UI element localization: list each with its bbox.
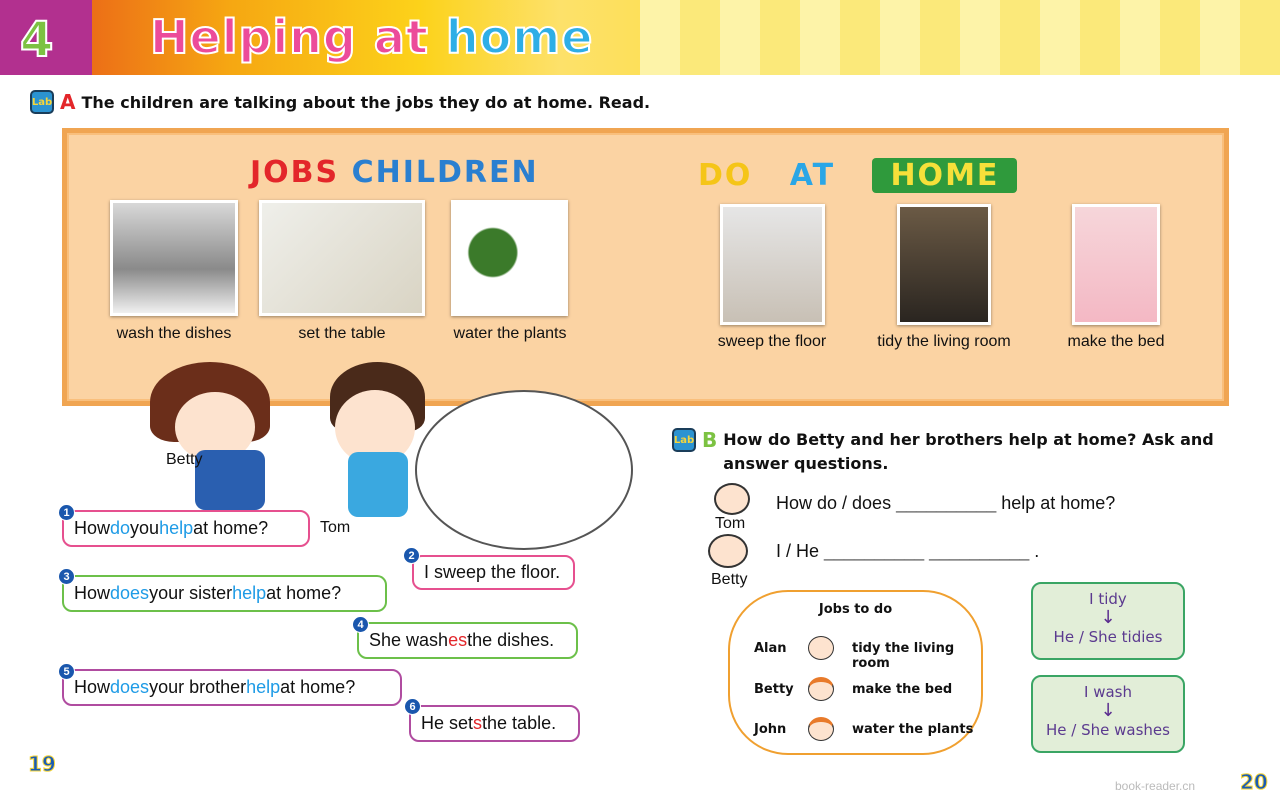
title-word: Helping (150, 10, 357, 64)
job-label: make the bed (1067, 333, 1165, 350)
title-word: at (373, 10, 429, 64)
photo-tidy-living-room (897, 204, 991, 325)
job-label: tidy the living room (877, 333, 1011, 350)
jobs-row-name: Betty (754, 682, 794, 697)
speech-bubble: He set s the table. (409, 705, 580, 742)
photo-sweep-floor (720, 204, 825, 325)
watermark: book-reader.cn (1115, 779, 1196, 793)
jobs-row-job: water the plants (852, 722, 974, 737)
photo-make-bed (1072, 204, 1160, 325)
page-number-right: 20 (1240, 770, 1268, 794)
tom-avatar (714, 483, 750, 515)
instruction: The children are talking about the jobs they do at home. Read. (81, 92, 651, 112)
speech-bubble: How do you help at home? (62, 510, 310, 547)
section-letter: B (702, 428, 718, 452)
instruction: How do Betty and her brothers help at home? Ask and answer questions. (723, 430, 1214, 473)
board-title: JOBS CHILDREN (250, 155, 539, 190)
arrow-down-icon: ↓ (1100, 607, 1116, 628)
dialogue-number: 5 (58, 663, 75, 680)
question-line: How do / does __________ help at home? (776, 493, 1116, 513)
lab-icon[interactable]: Lab (30, 90, 54, 114)
job-label: sweep the floor (717, 333, 827, 350)
dialogue-number: 6 (404, 698, 421, 715)
section-b-heading (672, 428, 1242, 476)
jobs-row-name: Alan (754, 641, 787, 656)
dialogue-number: 1 (58, 504, 75, 521)
betty-body (195, 450, 265, 510)
tom-body (348, 452, 408, 517)
character-name: Tom (320, 519, 351, 536)
unit-number: 4 (20, 12, 54, 68)
jobs-to-do-cloud (728, 590, 983, 755)
speech-bubble: How does your brother help at home? (62, 669, 402, 706)
answer-line: I / He __________ __________ . (776, 541, 1040, 561)
lab-icon[interactable]: Lab (672, 428, 696, 452)
section-letter: A (60, 90, 76, 114)
header-banner-right (640, 0, 1280, 75)
grammar-box: I tidy ↓ He / She tidies (1031, 582, 1185, 660)
jobs-row-job: tidy the living room (852, 641, 955, 671)
grammar-box: I wash ↓ He / She washes (1031, 675, 1185, 753)
betty-face-icon (808, 677, 834, 701)
dialogue-number: 3 (58, 568, 75, 585)
jobs-row-name: John (754, 722, 787, 737)
alan-face-icon (808, 636, 834, 660)
john-face-icon (808, 717, 834, 741)
dialogue-number: 2 (403, 547, 420, 564)
photo-water-plants (451, 200, 568, 316)
speech-bubble: She wash es the dishes. (357, 622, 578, 659)
speaker-name: Betty (711, 571, 748, 588)
board-title: DO AT HOME (698, 158, 1017, 193)
job-label: set the table (298, 325, 386, 342)
photo-wash-dishes (110, 200, 238, 316)
character-name: Betty (166, 451, 203, 468)
dialogue-number: 4 (352, 616, 369, 633)
speech-bubble: I sweep the floor. (412, 555, 575, 590)
job-label: water the plants (453, 325, 567, 342)
photo-set-table (259, 200, 425, 316)
speech-bubble: How does your sister help at home? (62, 575, 387, 612)
jobs-title: Jobs to do (818, 602, 893, 617)
arrow-down-icon: ↓ (1100, 700, 1116, 721)
jobs-row-job: make the bed (852, 682, 953, 697)
page-number-left: 19 (28, 752, 56, 776)
betty-avatar (708, 534, 748, 568)
section-a-heading (30, 90, 650, 114)
thought-bubble-illustration (415, 390, 633, 550)
title-word: home (445, 10, 594, 64)
speaker-name: Tom (715, 515, 746, 532)
unit-title (150, 10, 593, 64)
job-label: wash the dishes (116, 325, 232, 342)
